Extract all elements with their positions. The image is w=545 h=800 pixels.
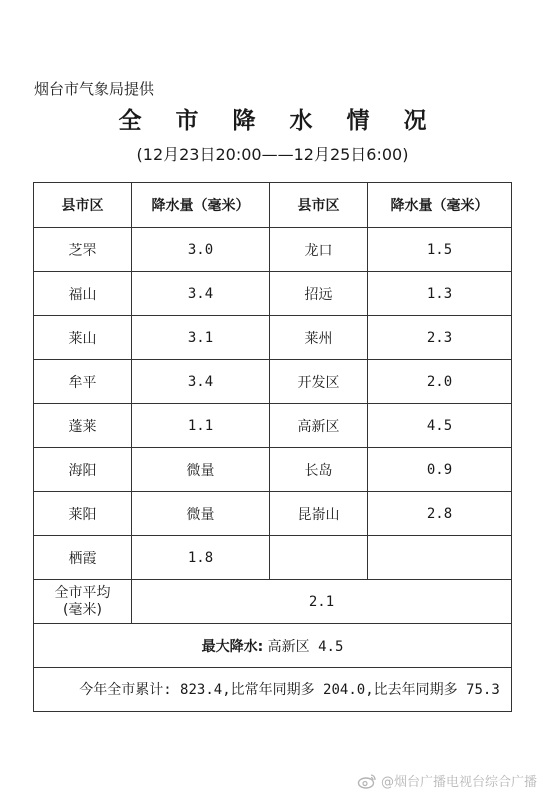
rainfall-cell: 1.8	[132, 536, 270, 580]
time-period: (12月23日20:00——12月25日6:00)	[136, 145, 409, 164]
county-cell: 招远	[270, 272, 368, 316]
average-value: 2.1	[132, 580, 512, 624]
rainfall-cell: 1.5	[368, 228, 512, 272]
table-row	[34, 404, 512, 448]
table-row	[34, 492, 512, 536]
county-cell: 昆嵛山	[270, 492, 368, 536]
county-cell: 栖霞	[34, 536, 132, 580]
rainfall-cell: 4.5	[368, 404, 512, 448]
county-cell: 牟平	[34, 360, 132, 404]
rainfall-cell: 微量	[132, 492, 270, 536]
rainfall-cell: 2.8	[368, 492, 512, 536]
county-cell: 蓬莱	[34, 404, 132, 448]
county-cell	[270, 536, 368, 580]
source-label: 烟台市气象局提供	[34, 80, 155, 98]
watermark	[357, 771, 537, 790]
rainfall-cell: 3.4	[132, 272, 270, 316]
county-cell: 莱阳	[34, 492, 132, 536]
county-cell: 莱州	[270, 316, 368, 360]
cumulative-value: 今年全市累计: 823.4,比常年同期多 204.0,比去年同期多 75.3	[79, 681, 500, 698]
county-cell: 长岛	[270, 448, 368, 492]
table-row	[34, 360, 512, 404]
rainfall-cell: 3.1	[132, 316, 270, 360]
average-label	[34, 580, 132, 624]
column-header-rainfall: 降水量（毫米）	[132, 183, 270, 228]
county-cell: 龙口	[270, 228, 368, 272]
max-rainfall-value: 高新区 4.5	[267, 638, 344, 655]
county-cell: 高新区	[270, 404, 368, 448]
county-cell: 莱山	[34, 316, 132, 360]
max-rainfall-cell	[34, 624, 512, 668]
county-cell: 芝罘	[34, 228, 132, 272]
table-row	[34, 448, 512, 492]
cumulative-text	[34, 668, 512, 712]
average-label-line2: (毫米)	[63, 601, 102, 618]
rainfall-cell: 1.1	[132, 404, 270, 448]
rainfall-cell: 微量	[132, 448, 270, 492]
rainfall-cell: 3.4	[132, 360, 270, 404]
rainfall-cell: 1.3	[368, 272, 512, 316]
rainfall-cell: 2.3	[368, 316, 512, 360]
table-header-row	[34, 183, 512, 228]
rainfall-table	[33, 182, 512, 712]
column-header-county: 县市区	[270, 183, 368, 228]
max-rainfall-label: 最大降水:	[201, 638, 264, 655]
column-header-county: 县市区	[34, 183, 132, 228]
column-header-rainfall: 降水量（毫米）	[368, 183, 512, 228]
county-cell: 海阳	[34, 448, 132, 492]
table-row	[34, 228, 512, 272]
county-cell: 开发区	[270, 360, 368, 404]
watermark-text: @烟台广播电视台综合广播	[380, 775, 537, 790]
cumulative-row	[34, 668, 512, 712]
rainfall-cell: 0.9	[368, 448, 512, 492]
average-label-line1: 全市平均	[54, 584, 111, 601]
max-rainfall-row	[34, 624, 512, 668]
rainfall-cell: 2.0	[368, 360, 512, 404]
page-title: 全市降水情况	[118, 107, 461, 134]
average-row	[34, 580, 512, 624]
rainfall-cell: 3.0	[132, 228, 270, 272]
rainfall-cell	[368, 536, 512, 580]
table-row	[34, 316, 512, 360]
county-cell: 福山	[34, 272, 132, 316]
table-row	[34, 536, 512, 580]
weibo-icon	[357, 773, 377, 789]
table-row	[34, 272, 512, 316]
